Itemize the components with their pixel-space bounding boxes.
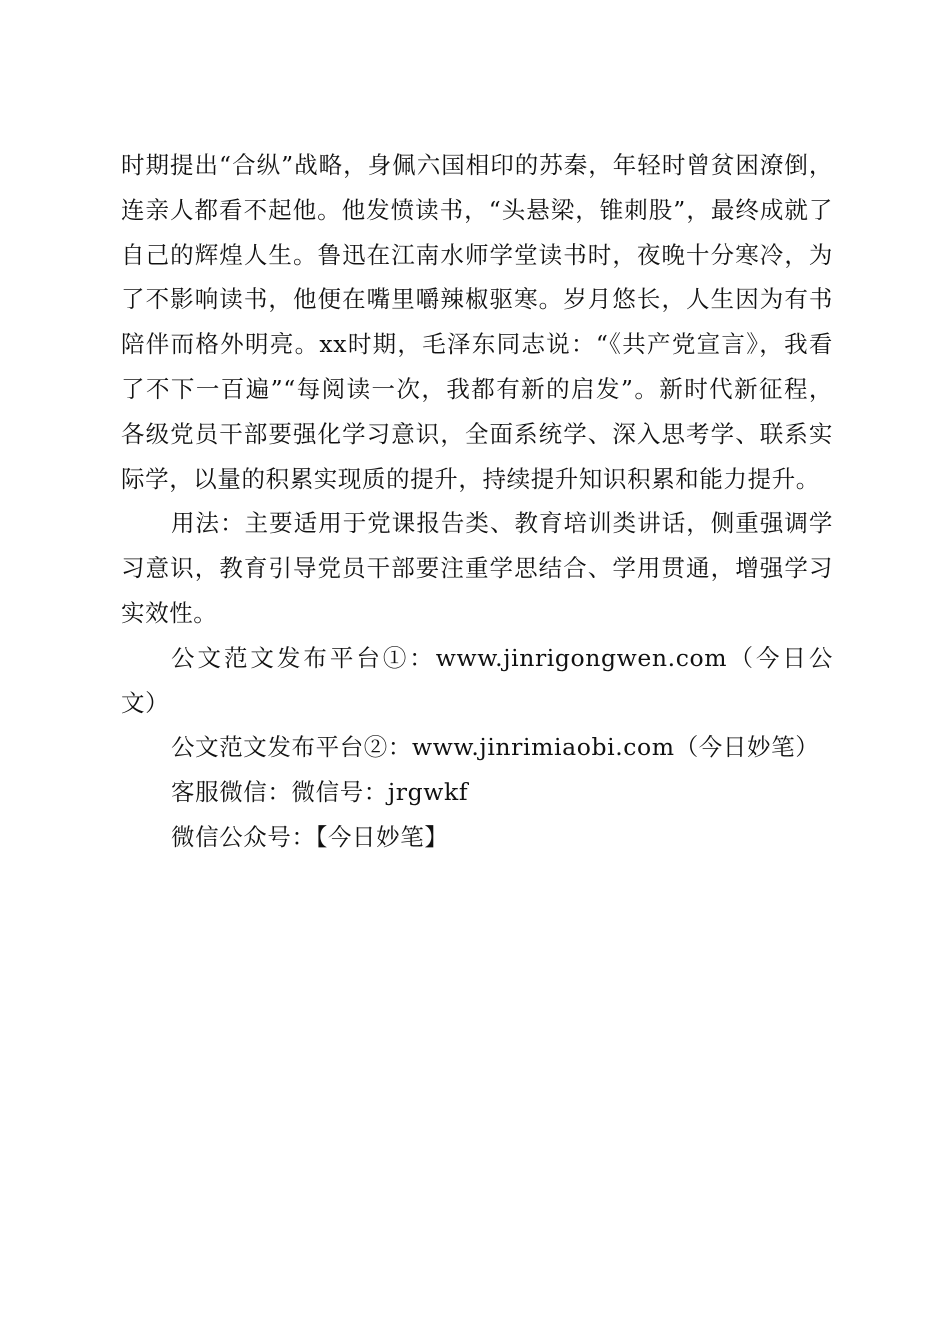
usage-paragraph: 用法：主要适用于党课报告类、教育培训类讲话，侧重强调学习意识，教育引导党员干部要注重学思结合、学用贯通，增强学习实效性。 <box>121 509 833 627</box>
platform-1-line: 公文范文发布平台①：www.jinrigongwen.com（今日公文） <box>121 643 833 717</box>
document-page <box>121 143 833 860</box>
body-paragraph-1: 时期提出“合纵”战略，身佩六国相印的苏秦，年轻时曾贫困潦倒，连亲人都看不起他。他发愤读书，“头悬梁，锥刺股”，最终成就了自己的辉煌人生。鲁迅在江南水师学堂读书时，夜晚十分寒冷，为了不影响读书，他便在嘴里嚼辣椒驱寒。岁月悠长，人生因为有书陪伴而格外明亮。xx时期，毛泽东同志说：“《共产党宣言》，我看了不下一百遍”“每阅读一次，我都有新的启发”。新时代新征程，各级党员干部要强化学习意识，全面系统学、深入思考学、联系实际学，以量的积累实现质的提升，持续提升知识积累和能力提升。 <box>121 151 833 493</box>
platform-2-line: 公文范文发布平台②：www.jinrimiaobi.com（今日妙笔） <box>171 733 820 762</box>
customer-service-line: 客服微信：微信号：jrgwkf <box>171 778 469 807</box>
official-account-line: 微信公众号：【今日妙笔】 <box>171 822 449 851</box>
